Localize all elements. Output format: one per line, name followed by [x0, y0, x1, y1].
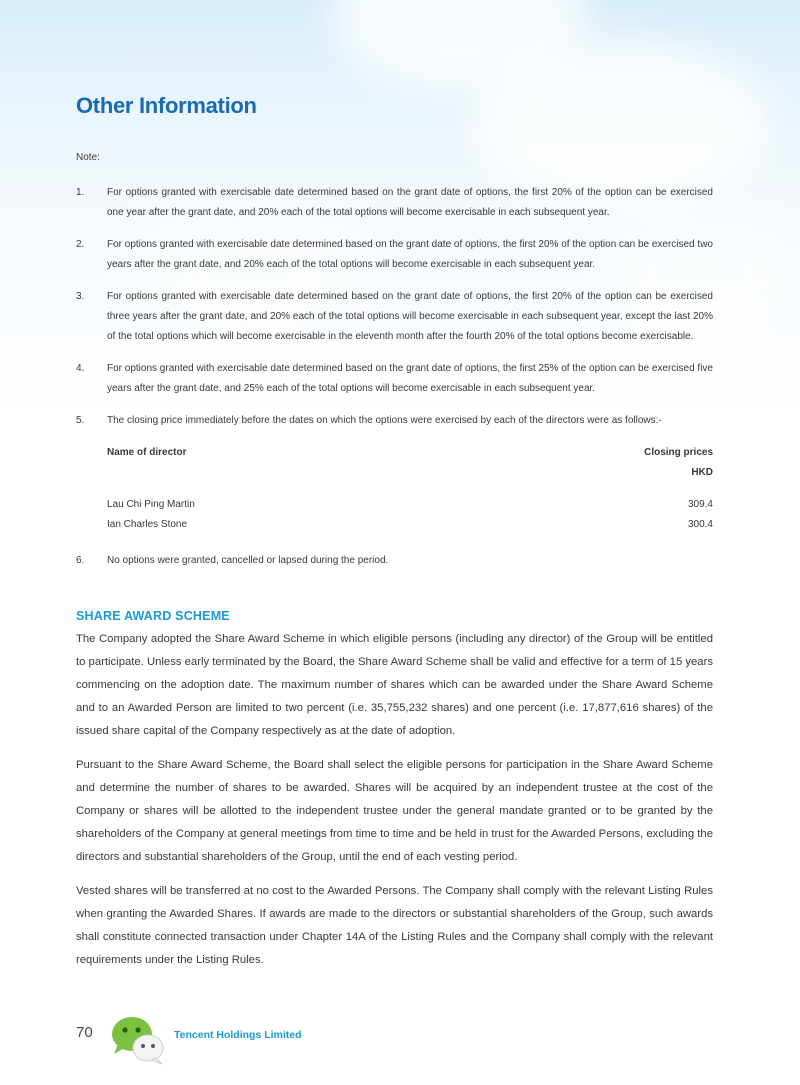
page-footer	[76, 1020, 336, 1070]
note-text: The closing price immediately before the dates on which the options were exercised by each of the directors were as follows:-	[107, 415, 662, 426]
closing-price: 309.4	[687, 499, 713, 510]
note-text: For options granted with exercisable date determined based on the grant date of options, the first 20% of the option can be exercised one year after the grant date, and 20% each of the total options will become exercisable in each subsequent year.	[107, 187, 713, 218]
company-name: Tencent Holdings Limited	[174, 1029, 302, 1041]
price-table-header	[107, 443, 713, 483]
notes-label: Note:	[76, 152, 100, 163]
director-name: Lau Chi Ping Martin	[107, 499, 195, 510]
note-number: 6.	[76, 555, 85, 566]
wechat-bubbles-icon	[108, 1014, 168, 1066]
note-number: 2.	[76, 239, 85, 250]
director-name: Ian Charles Stone	[107, 519, 188, 530]
note-text: No options were granted, cancelled or lapsed during the period.	[107, 555, 389, 566]
body-paragraph: The Company adopted the Share Award Scheme in which eligible persons (including any director) of the Group will be entitled to participate. Unless early terminated by the Board, the Share Award Scheme shall be valid and effective for a term of 15 years commencing on the adoption date. The maximum number of shares which can be awarded under the Share Award Scheme and to an Awarded Person are limited to two percent (i.e. 35,755,232 shares) and one percent (i.e. 17,877,616 shares) of the issued share capital of the Company respectively as at the date of adoption.	[76, 633, 713, 737]
note-number: 4.	[76, 363, 85, 374]
note-item	[76, 411, 713, 535]
column-header-price-label: Closing prices	[644, 447, 713, 458]
closing-price: 300.4	[687, 519, 713, 530]
page-title: Other Information	[76, 93, 257, 118]
spacer	[107, 483, 713, 495]
table-row	[107, 515, 713, 535]
note-item	[76, 235, 713, 275]
column-header-name: Name of director	[107, 447, 187, 458]
note-number: 5.	[76, 415, 85, 426]
table-row	[107, 495, 713, 515]
closing-price-table	[107, 443, 713, 535]
section-title: SHARE AWARD SCHEME	[76, 609, 230, 623]
column-header-unit: HKD	[691, 467, 713, 478]
note-item	[76, 183, 713, 223]
note-text: For options granted with exercisable date determined based on the grant date of options, the first 25% of the option can be exercised five years after the grant date, and 25% each of the total options will become exercisable in each subsequent year.	[107, 363, 713, 394]
column-header-price	[644, 443, 713, 483]
page-number: 70	[76, 1024, 93, 1041]
notes-list	[76, 183, 713, 583]
body-paragraph: Vested shares will be transferred at no cost to the Awarded Persons. The Company shall comply with the relevant Listing Rules when granting the Awarded Shares. If awards are made to the directors or substantial shareholders of the Group, such awards shall constitute connected transaction under Chapter 14A of the Listing Rules and the Company shall comply with the relevant requirements under the Listing Rules.	[76, 885, 713, 966]
note-text: For options granted with exercisable date determined based on the grant date of options, the first 20% of the option can be exercised two years after the grant date, and 20% each of the total options will become exercisable in each subsequent year.	[107, 239, 713, 270]
note-number: 1.	[76, 187, 85, 198]
note-item	[76, 551, 713, 571]
note-text: For options granted with exercisable date determined based on the grant date of options, the first 20% of the option can be exercised three years after the grant date, and 20% each of the total options will become exercisable in each subsequent year, except the last 20% of the total options which will become exercisable in the eleventh month after the fourth 20% of the total options become exercisable.	[107, 291, 713, 342]
note-number: 3.	[76, 291, 85, 302]
note-item	[76, 359, 713, 399]
body-paragraph: Pursuant to the Share Award Scheme, the Board shall select the eligible persons for participation in the Share Award Scheme and determine the number of shares to be awarded. Shares will be acquired by an independent trustee at the cost of the Company or shares will be allotted to the independent trustee under the general mandate granted or to be granted by the shareholders of the Company at general meetings from time to time and be held in trust for the Awarded Persons, excluding the directors and substantial shareholders of the Group, until the end of each vesting period.	[76, 759, 713, 863]
section-body	[76, 628, 713, 983]
note-item	[76, 287, 713, 347]
